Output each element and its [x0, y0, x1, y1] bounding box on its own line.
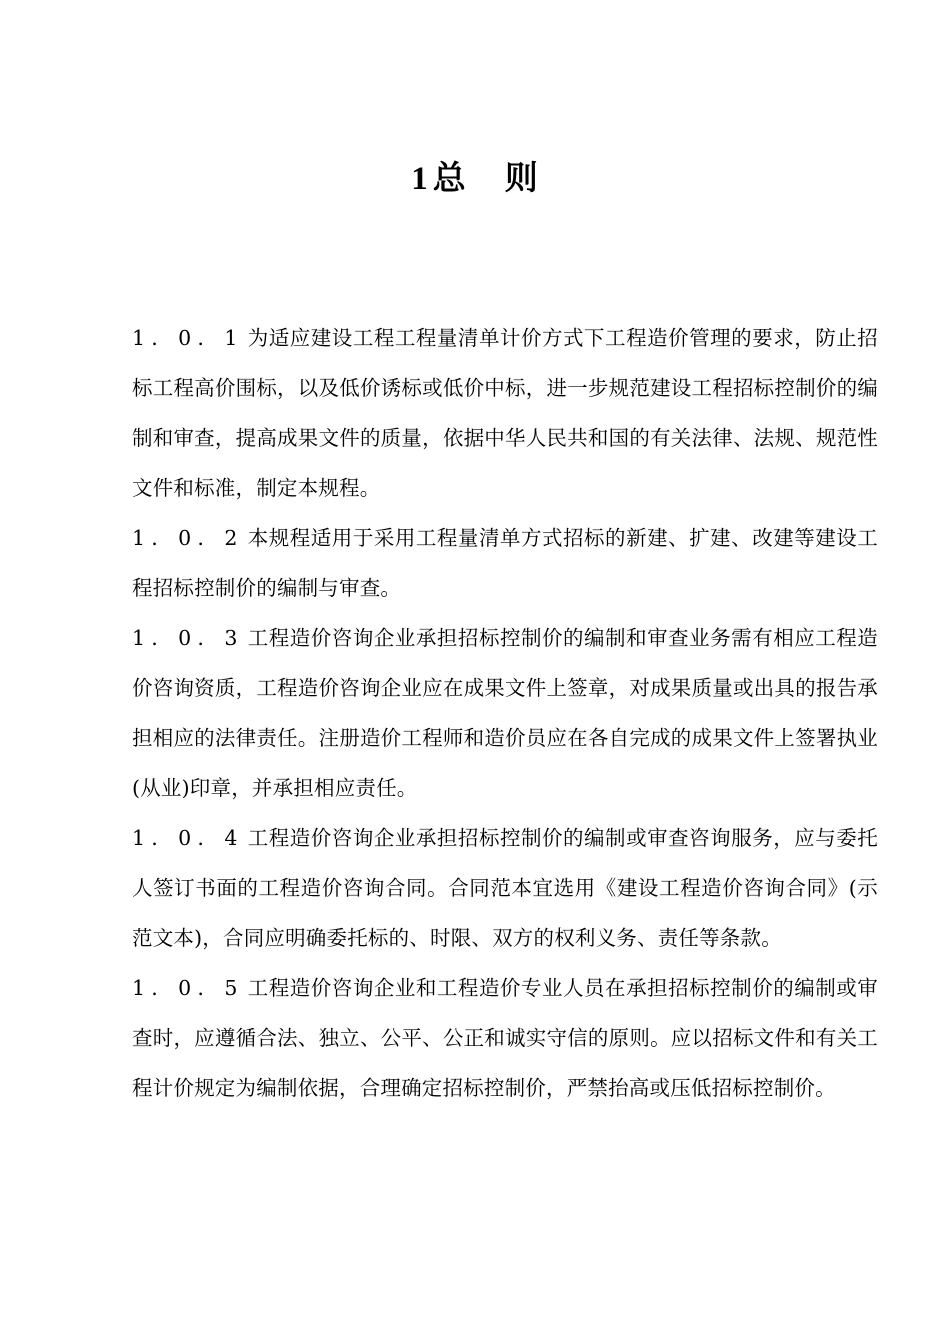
clause-number: 1．0．3 [132, 626, 244, 650]
clause-text: 工程造价咨询企业和工程造价专业人员在承担招标控制价的编制或审查时，应遵循合法、独立、公平、公正和诚实守信的原则。应以招标文件和有关工程计价规定为编制依据，合理确定招标控制价，严禁抬高或压低招标控制价。 [132, 976, 878, 1100]
clause-1-0-3 [132, 613, 878, 813]
clause-text: 工程造价咨询企业承担招标控制价的编制和审查业务需有相应工程造价咨询资质，工程造价咨询企业应在成果文件上签章，对成果质量或出具的报告承担相应的法律责任。注册造价工程师和造价员应在各自完成的成果文件上签署执业(从业)印章，并承担相应责任。 [132, 626, 878, 800]
clause-text: 为适应建设工程工程量清单计价方式下工程造价管理的要求，防止招标工程高价围标，以及低价诱标或低价中标，进一步规范建设工程招标控制价的编制和审查，提高成果文件的质量，依据中华人民共和国的有关法律、法规、规范性文件和标准，制定本规程。 [132, 326, 878, 500]
clause-text: 本规程适用于采用工程量清单方式招标的新建、扩建、改建等建设工程招标控制价的编制与审查。 [132, 526, 878, 600]
clause-1-0-1 [132, 313, 878, 513]
clause-number: 1．0．4 [132, 826, 244, 850]
clause-number: 1．0．5 [132, 976, 244, 1000]
clause-1-0-2 [132, 513, 878, 613]
clause-number: 1．0．2 [132, 526, 244, 550]
clause-1-0-4 [132, 813, 878, 963]
clause-list [132, 313, 878, 1113]
clause-text: 工程造价咨询企业承担招标控制价的编制或审查咨询服务，应与委托人签订书面的工程造价咨询合同。合同范本宜选用《建设工程造价咨询合同》(示范文本)，合同应明确委托标的、时限、双方的权利义务、责任等条款。 [132, 826, 878, 950]
clause-1-0-5 [132, 963, 878, 1113]
clause-number: 1．0．1 [132, 326, 244, 350]
chapter-number: 1 [411, 161, 429, 197]
chapter-title-char-2: 则 [504, 161, 539, 197]
page-title [0, 158, 950, 200]
chapter-title-char-1: 总 [432, 161, 467, 197]
